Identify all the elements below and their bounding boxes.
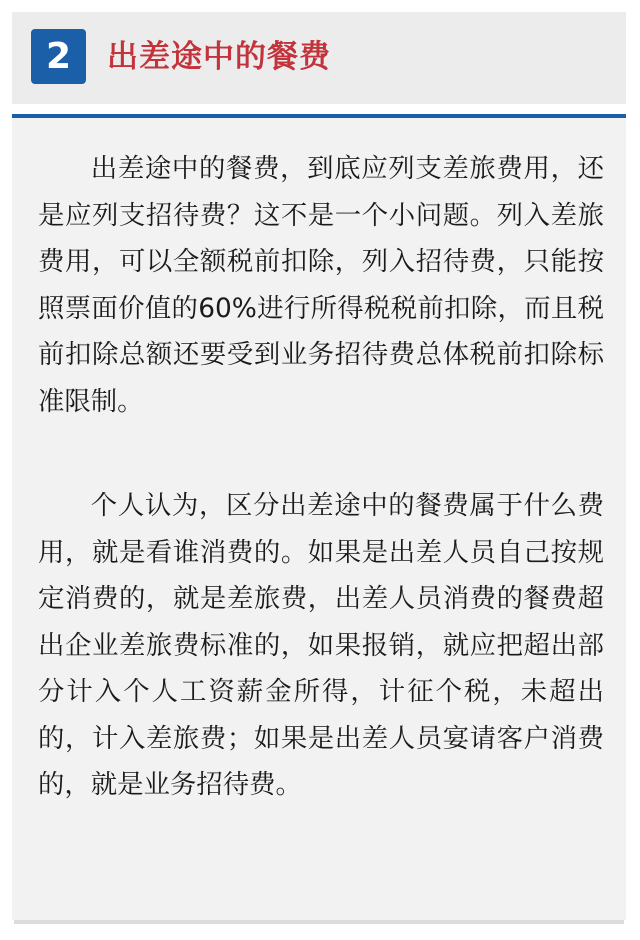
paragraph-2: 个人认为，区分出差途中的餐费属于什么费用，就是看谁消费的。如果是出差人员自己按规定消费的，就是差旅费，出差人员消费的餐费超出企业差旅费标准的，如果报销，就应把超出部分计入个人工资薪金所得，计征个税，未超出的，计入差旅费；如果是出差人员宴请客户消费的，就是业务招待费。 [38, 490, 604, 800]
content-box-shadow [14, 920, 624, 924]
section-header [12, 12, 626, 104]
section-title: 出差途中的餐费 [107, 39, 331, 75]
content-box [12, 114, 626, 920]
paragraph-1: 出差途中的餐费，到底应列支差旅费用，还是应列支招待费？这不是一个小问题。列入差旅费用，可以全额税前扣除，列入招待费，只能按照票面价值的60%进行所得税税前扣除，而且税前扣除总额还要受到业务招待费总体税前扣除标准限制。 [38, 153, 604, 417]
section-number-badge: 2 [31, 29, 86, 84]
